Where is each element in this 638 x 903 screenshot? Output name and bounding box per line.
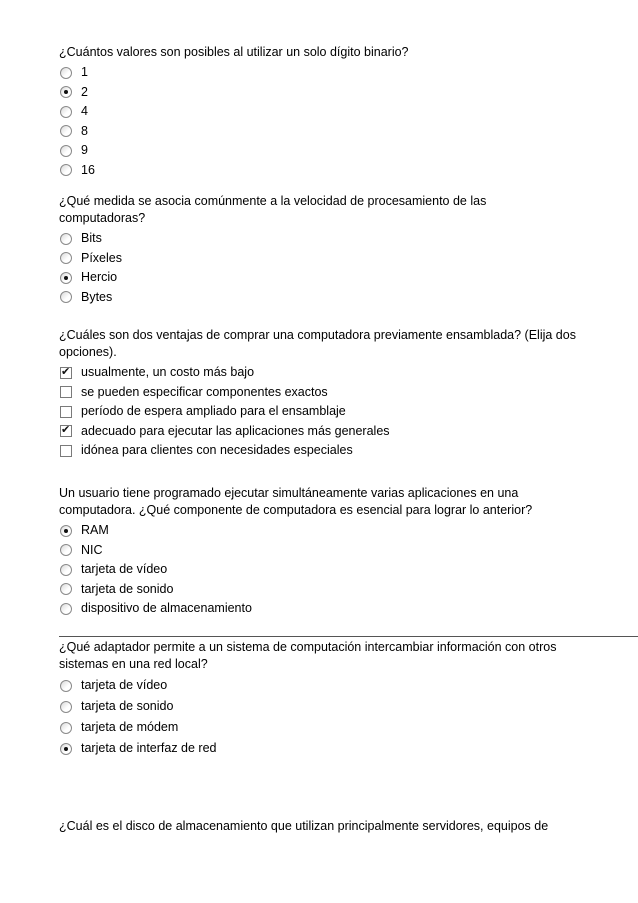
option-label: RAM <box>81 523 109 538</box>
q2-option-1[interactable] <box>59 229 519 249</box>
option-label: 4 <box>81 104 88 119</box>
q3-option-2[interactable] <box>59 383 579 403</box>
radio-button[interactable] <box>60 603 72 615</box>
question-1 <box>59 44 619 180</box>
radio-button[interactable] <box>60 291 72 303</box>
question-6 <box>59 818 619 837</box>
section-divider <box>59 636 638 637</box>
option-label: tarjeta de interfaz de red <box>81 741 217 755</box>
q5-option-1[interactable] <box>59 675 589 696</box>
q4-option-4[interactable] <box>59 580 559 600</box>
radio-button[interactable] <box>60 106 72 118</box>
question-1-text: ¿Cuántos valores son posibles al utilizar un solo dígito binario? <box>59 45 409 59</box>
option-label: 2 <box>81 84 88 99</box>
q4-option-3[interactable] <box>59 560 559 580</box>
radio-button[interactable] <box>60 583 72 595</box>
question-2-text: ¿Qué medida se asocia comúnmente a la velocidad de procesamiento de las computadoras? <box>59 194 487 225</box>
q4-option-1[interactable] <box>59 521 559 541</box>
radio-button[interactable] <box>60 722 72 734</box>
radio-button[interactable] <box>60 233 72 245</box>
checkbox[interactable] <box>60 425 72 437</box>
q4-option-5[interactable] <box>59 599 559 619</box>
option-label: 9 <box>81 143 88 158</box>
checkbox[interactable] <box>60 445 72 457</box>
radio-button[interactable] <box>60 743 72 755</box>
option-label: adecuado para ejecutar las aplicaciones más generales <box>81 423 390 438</box>
question-3 <box>59 327 579 461</box>
option-label: Hercio <box>81 270 118 285</box>
radio-button[interactable] <box>60 272 72 284</box>
option-label: tarjeta de vídeo <box>81 678 168 692</box>
option-label: dispositivo de almacenamiento <box>81 601 252 616</box>
question-2 <box>59 193 519 307</box>
q5-option-2[interactable] <box>59 696 589 717</box>
option-label: 8 <box>81 123 88 138</box>
option-label: 16 <box>81 162 95 177</box>
radio-button[interactable] <box>60 67 72 79</box>
checkbox[interactable] <box>60 406 72 418</box>
q1-option-1[interactable] <box>59 63 619 83</box>
question-5 <box>59 639 589 759</box>
q1-option-3[interactable] <box>59 102 619 122</box>
q2-option-2[interactable] <box>59 249 519 269</box>
option-label: Bytes <box>81 289 113 304</box>
q5-option-4[interactable] <box>59 738 589 759</box>
q2-option-4[interactable] <box>59 288 519 308</box>
radio-button[interactable] <box>60 252 72 264</box>
q3-option-5[interactable] <box>59 441 579 461</box>
question-3-text: ¿Cuáles son dos ventajas de comprar una computadora previamente ensamblada? (Elija dos opciones). <box>59 328 576 359</box>
radio-button[interactable] <box>60 564 72 576</box>
option-label: Píxeles <box>81 250 122 265</box>
radio-button[interactable] <box>60 701 72 713</box>
option-label: se pueden especificar componentes exactos <box>81 384 328 399</box>
radio-button[interactable] <box>60 86 72 98</box>
option-label: NIC <box>81 542 103 557</box>
q1-option-2[interactable] <box>59 83 619 103</box>
checkbox[interactable] <box>60 367 72 379</box>
q3-option-4[interactable] <box>59 422 579 442</box>
option-label: período de espera ampliado para el ensamblaje <box>81 404 346 419</box>
checkbox[interactable] <box>60 386 72 398</box>
q5-option-3[interactable] <box>59 717 589 738</box>
radio-button[interactable] <box>60 125 72 137</box>
option-label: Bits <box>81 231 102 246</box>
q4-option-2[interactable] <box>59 541 559 561</box>
q1-option-6[interactable] <box>59 161 619 181</box>
q3-option-1[interactable] <box>59 363 579 383</box>
q2-option-3[interactable] <box>59 268 519 288</box>
question-6-text: ¿Cuál es el disco de almacenamiento que utilizan principalmente servidores, equipos de <box>59 819 549 833</box>
radio-button[interactable] <box>60 525 72 537</box>
option-label: tarjeta de sonido <box>81 699 174 713</box>
option-label: tarjeta de vídeo <box>81 562 168 577</box>
option-label: idónea para clientes con necesidades especiales <box>81 443 353 458</box>
radio-button[interactable] <box>60 680 72 692</box>
question-4 <box>59 485 559 619</box>
radio-button[interactable] <box>60 164 72 176</box>
question-5-text: ¿Qué adaptador permite a un sistema de computación intercambiar información con otros sistemas en una red local? <box>59 640 557 671</box>
radio-button[interactable] <box>60 145 72 157</box>
q3-option-3[interactable] <box>59 402 579 422</box>
question-4-text: Un usuario tiene programado ejecutar simultáneamente varias aplicaciones en una computadora. ¿Qué componente de computadora es esencial para lograr lo anterior? <box>59 486 533 517</box>
q1-option-5[interactable] <box>59 141 619 161</box>
option-label: usualmente, un costo más bajo <box>81 365 255 380</box>
option-label: tarjeta de sonido <box>81 581 174 596</box>
q1-option-4[interactable] <box>59 122 619 142</box>
option-label: tarjeta de módem <box>81 720 179 734</box>
option-label: 1 <box>81 65 88 80</box>
radio-button[interactable] <box>60 544 72 556</box>
